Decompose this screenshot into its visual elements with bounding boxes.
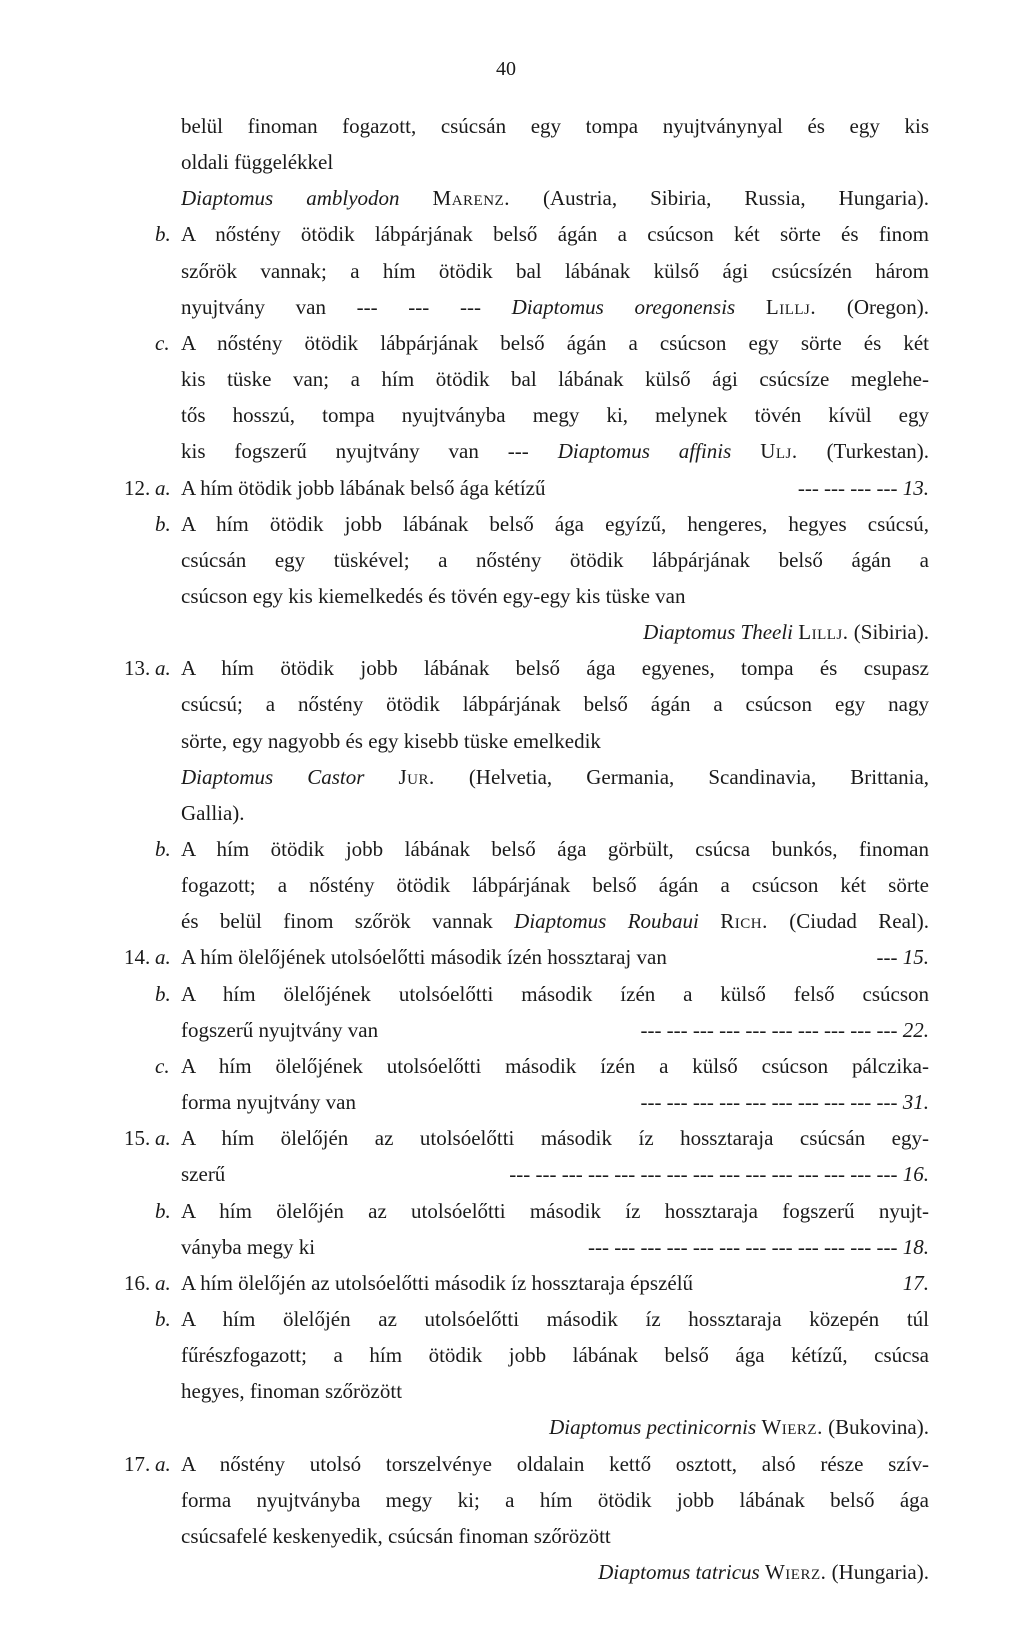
key-line	[0, 253, 1024, 289]
key-line	[0, 723, 1024, 759]
species-author: Lillj.	[765, 294, 817, 319]
species-name: Diaptomus pectinicornis	[549, 1415, 757, 1440]
species-name: Diaptomus affinis	[557, 439, 732, 464]
species-entry	[181, 433, 929, 469]
key-line	[0, 1554, 1024, 1590]
line-text: A hím ötödik jobb lábának belső ága egyenes, tompa és csupasz	[181, 656, 929, 681]
couplet-number: 13.	[124, 656, 151, 681]
option-letter: a.	[155, 945, 171, 970]
species-distribution: (Sibiria).	[853, 620, 929, 645]
species-distribution: (Oregon).	[846, 294, 929, 319]
key-line	[0, 1409, 1024, 1445]
species-author: Lillj.	[798, 620, 849, 645]
key-lead-reference	[640, 1084, 929, 1120]
couplet-number: 15.	[124, 1126, 151, 1151]
option-letter: b.	[155, 511, 171, 536]
key-lead-reference	[798, 470, 929, 506]
line-text: A hím ölelőjén az utolsóelőtti második íz hossztaraja közepén túl	[181, 1306, 929, 1331]
couplet-reference: 15.	[902, 945, 929, 970]
key-line	[0, 1518, 1024, 1554]
key-line	[0, 1012, 1024, 1048]
key-line	[0, 1229, 1024, 1265]
species-author: Ulj.	[760, 439, 798, 464]
line-text: szerű	[181, 1162, 226, 1187]
line-text: A hím ölelőjének utolsóelőtti második ízén a külső felső csúcson	[181, 981, 929, 1006]
line-text: fogazott; a nőstény ötödik lábpárjának belső ágán a csúcson két sörte	[181, 873, 929, 898]
species-author: Marenz.	[432, 186, 510, 211]
key-line	[0, 795, 1024, 831]
key-line	[0, 216, 1024, 252]
line-text: Gallia).	[181, 800, 245, 825]
key-line	[0, 361, 1024, 397]
couplet-number: 17.	[124, 1451, 151, 1476]
line-text: A hím ötödik jobb lábának belső ága görbült, csúcsa bunkós, finoman	[181, 837, 929, 861]
option-letter: a.	[155, 656, 171, 681]
couplet-reference: 31.	[902, 1090, 929, 1115]
key-line	[0, 1156, 1024, 1192]
line-text: A hím ölelőjén az utolsóelőtti második íz hossztaraja fogszerű nyujt-	[181, 1198, 929, 1223]
key-line	[0, 903, 1024, 939]
species-entry	[181, 1409, 929, 1445]
option-letter: b.	[155, 1306, 171, 1331]
key-line	[0, 867, 1024, 903]
option-letter: b.	[155, 222, 171, 247]
key-line	[0, 1120, 1024, 1156]
species-distribution: (Helvetia, Germania, Scandinavia, Brittania,	[468, 764, 929, 789]
entry-prefix: és belül finom szőrök vannak	[181, 909, 493, 934]
key-line	[0, 470, 1024, 506]
key-lead-reference	[640, 1012, 929, 1048]
species-name: Diaptomus Theeli	[643, 620, 794, 645]
line-text: ványba megy ki	[181, 1234, 316, 1259]
key-line	[0, 1301, 1024, 1337]
species-name: Diaptomus oregonensis	[511, 294, 736, 319]
dash-leader: --- --- --- --- --- --- --- --- --- ---	[640, 1090, 898, 1115]
species-name: Diaptomus amblyodon	[181, 186, 400, 211]
dash-leader: --- --- --- --- --- --- --- --- --- --- --- ---	[587, 1234, 898, 1259]
key-lead-reference	[588, 1229, 929, 1265]
key-line	[0, 1482, 1024, 1518]
species-distribution: (Ciudad Real).	[789, 909, 929, 934]
line-text: fogszerű nyujtvány van	[181, 1017, 379, 1042]
line-text: hegyes, finoman szőrözött	[181, 1379, 403, 1404]
option-letter: b.	[155, 981, 171, 1006]
species-author: Jur.	[398, 764, 435, 789]
couplet-reference: 13.	[902, 475, 929, 500]
key-line	[0, 325, 1024, 361]
key-line	[0, 397, 1024, 433]
couplet-reference: 22.	[902, 1017, 929, 1042]
entry-prefix: nyujtvány van --- --- ---	[181, 294, 481, 319]
key-line	[0, 759, 1024, 795]
species-author: Rich.	[720, 909, 768, 934]
key-line	[0, 1084, 1024, 1120]
key-line	[0, 1337, 1024, 1373]
species-distribution: (Turkestan).	[826, 439, 929, 464]
key-line	[0, 939, 1024, 975]
line-text: A hím ölelőjén az utolsóelőtti második íz hossztaraja épszélű	[181, 1270, 694, 1295]
species-entry	[181, 180, 929, 216]
entry-prefix: kis fogszerű nyujtvány van ---	[181, 439, 529, 464]
line-text: belül finoman fogazott, csúcsán egy tompa nyujtványnyal és egy kis	[181, 114, 929, 138]
species-name: Diaptomus Roubaui	[514, 909, 699, 934]
line-text: csúcson egy kis kiemelkedés és tövén egy-egy kis tüske van	[181, 583, 686, 608]
dash-leader: ---	[876, 945, 898, 970]
species-name: Diaptomus tatricus	[598, 1560, 760, 1584]
line-text: szőrök vannak; a hím ötödik bal lábának külső ági csúcsízén három	[181, 258, 929, 283]
key-line	[0, 506, 1024, 542]
key-line	[0, 289, 1024, 325]
key-line	[0, 831, 1024, 867]
line-text: csúcsán egy tüskével; a nőstény ötödik lábpárjának belső ágán a	[181, 547, 929, 572]
line-text: fűrészfogazott; a hím ötödik jobb lábának belső ága kétízű, csúcsa	[181, 1343, 929, 1368]
species-author: Wierz.	[761, 1415, 823, 1440]
key-line	[0, 433, 1024, 469]
species-distribution: (Austria, Sibiria, Russia, Hungaria).	[543, 186, 929, 211]
species-entry	[181, 614, 929, 650]
species-entry	[181, 903, 929, 939]
option-letter: b.	[155, 837, 171, 861]
option-letter: c.	[155, 330, 170, 355]
line-text: A hím ölelőjének utolsóelőtti második ízén hossztaraj van	[181, 945, 667, 970]
couplet-number: 16.	[124, 1270, 151, 1295]
page-number: 40	[496, 58, 516, 80]
line-text: oldali függelékkel	[181, 150, 334, 175]
line-text: A hím ölelőjének utolsóelőtti második ízén a külső csúcson pálczika-	[181, 1053, 929, 1078]
line-text: A hím ölelőjén az utolsóelőtti második íz hossztaraja csúcsán egy-	[181, 1126, 929, 1151]
line-text: forma nyujtvány van	[181, 1090, 356, 1115]
species-entry	[181, 759, 929, 795]
key-lead-reference	[903, 1265, 929, 1301]
key-lead-reference	[877, 939, 929, 975]
dash-leader: --- --- --- --- --- --- --- --- --- ---	[640, 1017, 898, 1042]
couplet-number: 14.	[124, 945, 151, 970]
line-text: kis tüske van; a hím ötödik bal lábának külső ági csúcsíze meglehe-	[181, 367, 929, 392]
species-distribution: (Hungaria).	[831, 1560, 929, 1584]
couplet-reference: 17.	[902, 1270, 929, 1295]
option-letter: a.	[155, 1451, 171, 1476]
couplet-number: 12.	[124, 475, 151, 500]
key-line	[0, 108, 1024, 144]
dash-leader: --- --- --- --- --- --- --- --- --- --- --- --- --- --- ---	[509, 1162, 898, 1187]
species-author: Wierz.	[764, 1560, 827, 1584]
key-line	[0, 180, 1024, 216]
line-text: sörte, egy nagyobb és egy kisebb tüske emelkedik	[181, 728, 601, 753]
line-text: csúcsafelé keskenyedik, csúcsán finoman szőrözött	[181, 1523, 611, 1548]
option-letter: c.	[155, 1053, 170, 1078]
key-line	[0, 1048, 1024, 1084]
key-line	[0, 578, 1024, 614]
option-letter: a.	[155, 1270, 171, 1295]
key-line	[0, 542, 1024, 578]
line-text: csúcsú; a nőstény ötödik lábpárjának belső ágán a csúcson egy nagy	[181, 692, 929, 717]
option-letter: a.	[155, 475, 171, 500]
couplet-reference: 18.	[902, 1234, 929, 1259]
key-line	[0, 1373, 1024, 1409]
dash-leader: --- --- --- ---	[797, 475, 898, 500]
key-line	[0, 1446, 1024, 1482]
key-line	[0, 976, 1024, 1012]
option-letter: b.	[155, 1198, 171, 1223]
line-text: tős hosszú, tompa nyujtványba megy ki, melynek tövén kívül egy	[181, 403, 929, 428]
line-text: A nőstény utolsó torszelvénye oldalain kettő osztott, alsó része szív-	[181, 1451, 929, 1476]
key-line	[0, 686, 1024, 722]
key-line	[0, 144, 1024, 180]
line-text: forma nyujtványba megy ki; a hím ötödik jobb lábának belső ága	[181, 1487, 929, 1512]
line-text: A hím ötödik jobb lábának belső ága egyízű, hengeres, hegyes csúcsú,	[181, 511, 929, 536]
line-text: A nőstény ötödik lábpárjának belső ágán a csúcson két sörte és finom	[181, 222, 929, 247]
species-distribution: (Bukovina).	[828, 1415, 929, 1440]
species-entry	[181, 1554, 929, 1590]
couplet-reference: 16.	[902, 1162, 929, 1187]
line-text: A hím ötödik jobb lábának belső ága kétízű	[181, 475, 546, 500]
key-line	[0, 650, 1024, 686]
key-line	[0, 1265, 1024, 1301]
option-letter: a.	[155, 1126, 171, 1151]
species-name: Diaptomus Castor	[181, 764, 365, 789]
key-line	[0, 1193, 1024, 1229]
line-text: A nőstény ötödik lábpárjának belső ágán a csúcson egy sörte és két	[181, 330, 929, 355]
species-entry	[181, 289, 929, 325]
key-line	[0, 614, 1024, 650]
key-lead-reference	[509, 1156, 929, 1192]
